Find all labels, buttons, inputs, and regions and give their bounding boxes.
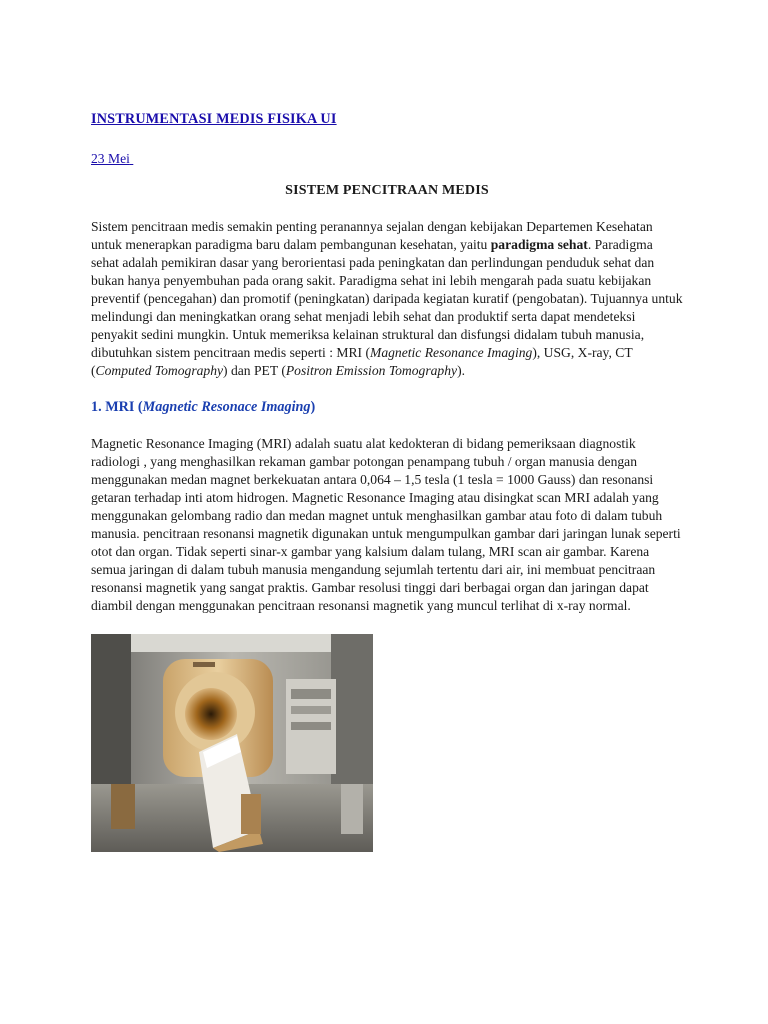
post-date: 23 Mei bbox=[91, 151, 130, 166]
post-date-link[interactable] bbox=[91, 150, 683, 168]
intro-paragraph bbox=[91, 218, 683, 380]
intro-text-5: ). bbox=[457, 363, 465, 378]
intro-text-4: ) dan PET ( bbox=[223, 363, 286, 378]
section-heading-italic: Magnetic Resonace Imaging bbox=[142, 399, 311, 415]
mri-scanner-photo bbox=[91, 634, 373, 852]
section-heading-suffix: ) bbox=[310, 399, 316, 415]
intro-italic-mri: Magnetic Resonance Imaging bbox=[370, 345, 533, 360]
mri-scanner-illustration bbox=[91, 634, 373, 852]
intro-italic-ct: Computed Tomography bbox=[95, 363, 224, 378]
intro-text-3: ), USG, X-ray, CT ( bbox=[91, 345, 633, 378]
intro-text-2: . Paradigma sehat adalah pemikiran dasar yang berorientasi pada peningkatan dan perlindungan penduduk sehat dan bukan hanya penyembuhan pada orang sakit. Paradigma sehat ini lebih mengarah pada suatu kebijakan preventif (pencegahan) dan promotif (peningkatan) daripada kegiatan kuratif (pengobatan). Tujuannya untuk melindungi dan meningkatkan orang sehat menjadi lebih sehat dan produktif serta dapat mendeteksi penyakit sedini mungkin. Untuk memeriksa kelainan struktural dan disfungsi didalam tubuh manusia, dibutuhkan sistem pencitraan medis seperti : MRI ( bbox=[91, 237, 683, 360]
document-title: SISTEM PENCITRAAN MEDIS bbox=[285, 183, 489, 198]
document-content bbox=[91, 110, 683, 852]
intro-bold-term: paradigma sehat bbox=[490, 237, 588, 252]
section-heading-mri bbox=[91, 398, 683, 416]
site-title-link[interactable]: INSTRUMENTASI MEDIS FISIKA UI bbox=[91, 111, 337, 127]
section-heading-prefix: 1. MRI ( bbox=[91, 399, 143, 415]
mri-paragraph: Magnetic Resonance Imaging (MRI) adalah suatu alat kedokteran di bidang pemeriksaan diagnostik radiologi , yang menghasilkan rekaman gambar potongan penampang tubuh / organ manusia dengan menggunakan medan magnet berkekuatan antara 0,064 – 1,5 tesla (1 tesla = 1000 Gauss) dan resonansi getaran terhadap inti atom hidrogen. Magnetic Resonance Imaging atau disingkat scan MRI adalah yang menggunakan gelombang radio dan medan magnet untuk menghasilkan gambar atau foto di dalam tubuh manusia. pencitraan resonansi magnetik digunakan untuk mengumpulkan gambar dari jaringan lunak seperti otot dan organ. Tidak seperti sinar-x gambar yang kalsium dalam tulang, MRI scan air gambar. Karena semua jaringan di dalam tubuh manusia mengandung sejumlah tertentu dari air, ini membuat pencitraan resonansi magnetik yang sangat praktis. Gambar resolusi tinggi dari berbagai organ dan jaringan dapat diambil dengan menggunakan pencitraan resonansi magnetik yang muncul terlihat di x-ray normal. bbox=[91, 436, 681, 613]
intro-italic-pet: Positron Emission Tomography bbox=[285, 363, 458, 378]
intro-text-1: Sistem pencitraan medis semakin penting peranannya sejalan dengan kebijakan Departemen Kesehatan untuk menerapkan paradigma baru dalam pembangunan kesehatan, yaitu bbox=[91, 219, 653, 252]
